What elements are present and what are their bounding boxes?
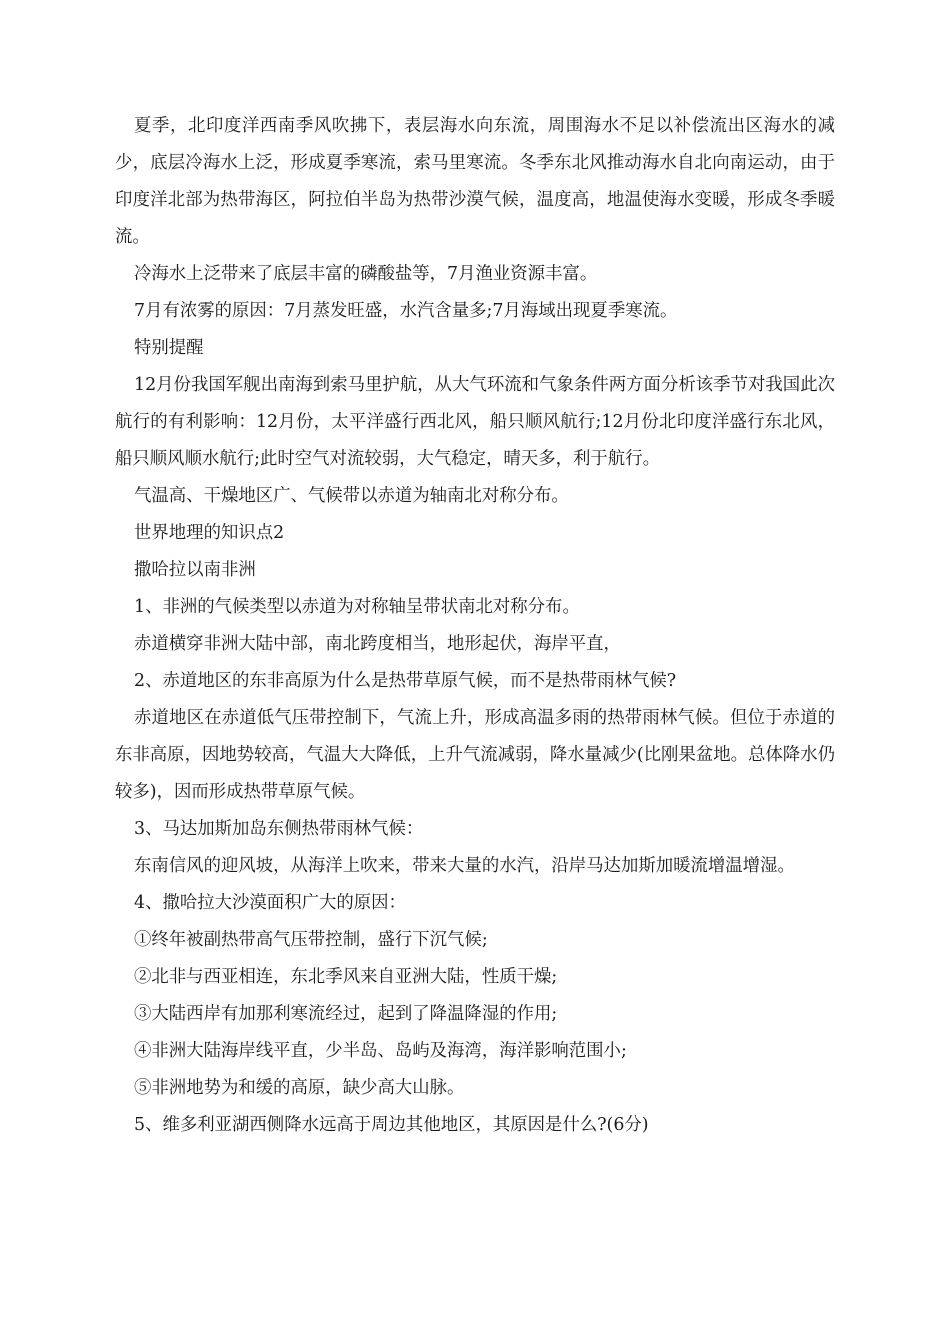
paragraph-fog: 7月有浓雾的原因：7月蒸发旺盛，水汽含量多;7月海域出现夏季寒流。 [134, 301, 678, 321]
paragraph-upwelling: 冷海水上泛带来了底层丰富的磷酸盐等，7月渔业资源丰富。 [134, 264, 598, 284]
list-item-reason-1: ①终年被副热带高气压带控制，盛行下沉气候; [134, 930, 488, 950]
list-item-reason-5: ⑤非洲地势为和缓的高原，缺少高大山脉。 [134, 1078, 465, 1098]
paragraph-point-1-detail: 赤道横穿非洲大陆中部，南北跨度相当，地形起伏，海岸平直， [134, 634, 621, 654]
paragraph-subsaharan-heading: 撒哈拉以南非洲 [134, 560, 256, 580]
paragraph-point-3-detail: 东南信风的迎风坡，从海洋上吹来，带来大量的水汽，沿岸马达加斯加暖流增温增湿。 [134, 856, 795, 876]
paragraph-point-4: 4、撒哈拉大沙漠面积广大的原因： [134, 893, 406, 913]
paragraph-point-2-detail: 赤道地区在赤道低气压带控制下，气流上升，形成高温多雨的热带雨林气候。但位于赤道的东非高原，因地势较高，气温大大降低，上升气流减弱，降水量减少(比刚果盆地。总体降水仍较多)，因而形成热带草原气候。 [115, 708, 835, 802]
list-item-reason-2: ②北非与西亚相连，东北季风来自亚洲大陆，性质干燥; [134, 967, 558, 987]
paragraph-point-5: 5、维多利亚湖西侧降水远高于周边其他地区，其原因是什么?(6分) [134, 1115, 649, 1135]
paragraph-navy-escort: 12月份我国军舰出南海到索马里护航，从大气环流和气象条件两方面分析该季节对我国此次航行的有利影响：12月份，太平洋盛行西北风，船只顺风航行;12月份北印度洋盛行东北风，船只顺风顺水航行;此时空气对流较弱，大气稳定，晴天多，利于航行。 [115, 375, 835, 469]
list-item-reason-4: ④非洲大陆海岸线平直，少半岛、岛屿及海湾，海洋影响范围小; [134, 1041, 627, 1061]
paragraph-section-title: 世界地理的知识点2 [134, 523, 285, 543]
document-body [115, 108, 835, 1144]
list-item-reason-3: ③大陆西岸有加那利寒流经过，起到了降温降湿的作用; [134, 1004, 558, 1024]
paragraph-point-2: 2、赤道地区的东非高原为什么是热带草原气候，而不是热带雨林气候? [134, 671, 677, 691]
paragraph-point-1: 1、非洲的气候类型以赤道为对称轴呈带状南北对称分布。 [134, 597, 580, 617]
paragraph-point-3: 3、马达加斯加岛东侧热带雨林气候： [134, 819, 424, 839]
paragraph-reminder-heading: 特别提醒 [134, 338, 204, 358]
paragraph-climate-symmetry: 气温高、干燥地区广、气候带以赤道为轴南北对称分布。 [134, 486, 569, 506]
paragraph-summer-current: 夏季，北印度洋西南季风吹拂下，表层海水向东流，周围海水不足以补偿流出区海水的减少，底层冷海水上泛，形成夏季寒流，索马里寒流。冬季东北风推动海水自北向南运动，由于印度洋北部为热带海区，阿拉伯半岛为热带沙漠气候，温度高，地温使海水变暖，形成冬季暖流。 [115, 116, 835, 247]
